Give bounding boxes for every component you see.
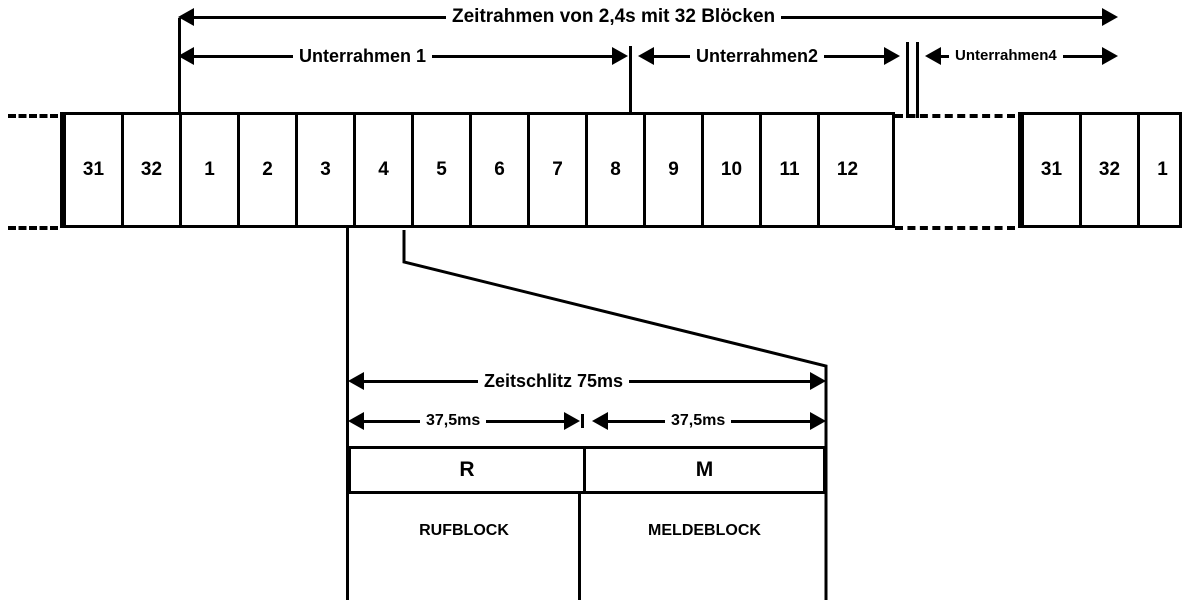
timeslot-half-left-arrow xyxy=(348,412,580,430)
frame-cell-label: 12 xyxy=(836,159,859,180)
frame-cell-label: 2 xyxy=(262,159,273,180)
frame-cell-label: 3 xyxy=(320,159,331,180)
frame-cell-label: 32 xyxy=(140,159,163,180)
timeslot-half-right-arrow xyxy=(592,412,826,430)
timeslot-total-label: Zeitschlitz 75ms xyxy=(478,370,629,392)
frame-bar-main xyxy=(60,112,895,228)
frame-cell-label: 6 xyxy=(494,159,505,180)
rufblock-name-label: RUFBLOCK xyxy=(419,522,509,539)
dashed-continuation-mid-top xyxy=(895,114,1015,118)
guide-line-subframe1-end xyxy=(629,46,632,118)
dashed-continuation-left-top xyxy=(8,114,58,118)
frame-cell[interactable] xyxy=(63,115,121,225)
frame-cell[interactable] xyxy=(817,115,875,225)
frame-cell[interactable] xyxy=(1021,115,1079,225)
frame-cell-label: 4 xyxy=(378,159,389,180)
frame-cell-label: 1 xyxy=(1157,159,1168,180)
subframe2-arrow xyxy=(638,47,900,65)
frame-cell-label: 5 xyxy=(436,159,447,180)
timeslot-half-right-label: 37,5ms xyxy=(665,410,731,432)
dashed-continuation-left-bottom xyxy=(8,226,58,230)
subframe1-arrow xyxy=(178,47,628,65)
frame-cell-label: 32 xyxy=(1098,159,1121,180)
frame-cell[interactable] xyxy=(179,115,237,225)
frame-cell[interactable] xyxy=(643,115,701,225)
subframe4-arrow xyxy=(925,47,1118,65)
frame-cell[interactable] xyxy=(469,115,527,225)
frame-bar-tail xyxy=(1018,112,1182,228)
frame-cell-label: 7 xyxy=(552,159,563,180)
arrow-head-right-icon xyxy=(564,412,580,430)
frame-cell-label: 1 xyxy=(204,159,215,180)
frame-cell-label: 8 xyxy=(610,159,621,180)
rufblock-short-label: R xyxy=(459,458,475,481)
arrow-head-right-icon xyxy=(810,412,826,430)
arrow-head-right-icon xyxy=(1102,47,1118,65)
frame-cell-label: 11 xyxy=(779,159,800,180)
frame-cell[interactable] xyxy=(411,115,469,225)
frame-cell-label: 10 xyxy=(720,159,743,180)
break-mark-icon xyxy=(916,42,919,118)
frame-cell[interactable] xyxy=(1137,115,1185,225)
arrow-head-right-icon xyxy=(810,372,826,390)
frame-cell-label: 31 xyxy=(82,159,105,180)
timeframe-title: Zeitrahmen von 2,4s mit 32 Blöcken xyxy=(446,6,781,28)
frame-cell[interactable] xyxy=(353,115,411,225)
callout-line-middle xyxy=(578,494,581,600)
frame-cell[interactable] xyxy=(121,115,179,225)
subframe2-label: Unterrahmen2 xyxy=(690,45,824,67)
frame-cell-label: 31 xyxy=(1040,159,1063,180)
timeslot-half-left-label: 37,5ms xyxy=(420,410,486,432)
frame-cell-label: 9 xyxy=(668,159,679,180)
frame-cell[interactable] xyxy=(585,115,643,225)
subframe4-label: Unterrahmen4 xyxy=(949,45,1063,67)
frame-cell[interactable] xyxy=(759,115,817,225)
meldeblock-short-label: M xyxy=(695,458,714,481)
arrow-head-right-icon xyxy=(612,47,628,65)
frame-cell[interactable] xyxy=(701,115,759,225)
frame-cell[interactable] xyxy=(237,115,295,225)
subframe1-label: Unterrahmen 1 xyxy=(293,45,432,67)
timeslot-mid-tick xyxy=(581,414,584,428)
frame-cell[interactable] xyxy=(527,115,585,225)
dashed-continuation-mid-bottom xyxy=(895,226,1015,230)
meldeblock-name-label: MELDEBLOCK xyxy=(648,522,761,539)
frame-cell[interactable] xyxy=(295,115,353,225)
arrow-head-right-icon xyxy=(1102,8,1118,26)
guide-line-subframe1-start xyxy=(178,18,181,118)
break-mark-icon xyxy=(906,42,909,118)
timeslot-block-box xyxy=(348,446,826,494)
timeslot-total-arrow xyxy=(348,372,826,390)
timeframe-arrow xyxy=(178,8,1118,26)
arrow-head-right-icon xyxy=(884,47,900,65)
frame-cell[interactable] xyxy=(1079,115,1137,225)
